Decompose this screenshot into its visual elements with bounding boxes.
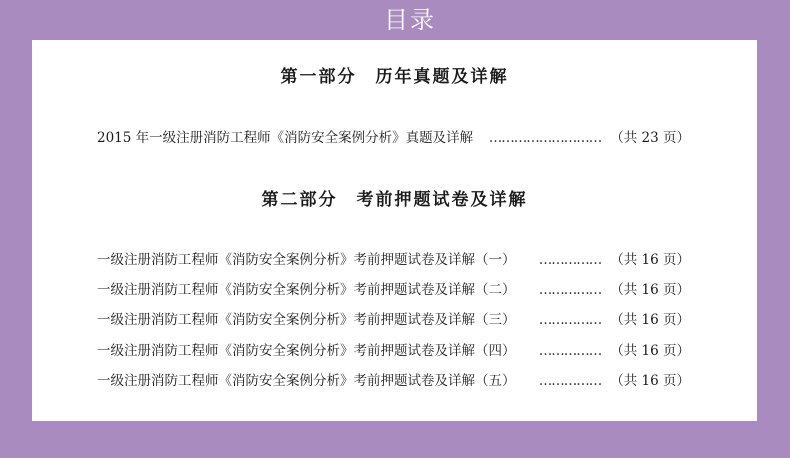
toc-entry-title: 一级注册消防工程师《消防安全案例分析》考前押题试卷及详解（五） xyxy=(97,373,516,389)
toc-panel xyxy=(32,40,757,421)
toc-entry xyxy=(97,129,690,147)
toc-entry-leader: ……………………… xyxy=(488,130,602,146)
toc-entry-pages: （共 16 页） xyxy=(610,343,690,359)
section-heading-part-2: 第二部分 考前押题试卷及详解 xyxy=(261,190,528,210)
toc-entry-leader: …………… xyxy=(538,343,602,359)
toc-entry-pages: （共 23 页） xyxy=(610,130,690,146)
toc-entry-title: 一级注册消防工程师《消防安全案例分析》考前押题试卷及详解（一） xyxy=(97,252,516,268)
page-title: 目录 xyxy=(384,6,436,34)
toc-entry-title: 一级注册消防工程师《消防安全案例分析》考前押题试卷及详解（三） xyxy=(97,312,516,328)
toc-entry-title: 一级注册消防工程师《消防安全案例分析》考前押题试卷及详解（四） xyxy=(97,343,516,359)
toc-entry-leader: …………… xyxy=(538,373,602,389)
toc-entry xyxy=(97,311,690,329)
toc-entry-pages: （共 16 页） xyxy=(610,282,690,298)
toc-entry-leader: …………… xyxy=(538,282,602,298)
toc-entry xyxy=(97,251,690,269)
toc-entry-pages: （共 16 页） xyxy=(610,312,690,328)
toc-entry-title: 2015 年一级注册消防工程师《消防安全案例分析》真题及详解 xyxy=(97,130,474,146)
toc-entry-title: 一级注册消防工程师《消防安全案例分析》考前押题试卷及详解（二） xyxy=(97,282,516,298)
toc-entry-pages: （共 16 页） xyxy=(610,252,690,268)
toc-entry xyxy=(97,342,690,360)
toc-entry-leader: …………… xyxy=(538,312,602,328)
toc-entry-leader: …………… xyxy=(538,252,602,268)
toc-entry-pages: （共 16 页） xyxy=(610,373,690,389)
section-heading-part-1: 第一部分 历年真题及详解 xyxy=(280,67,509,87)
toc-entry xyxy=(97,372,690,390)
toc-entry xyxy=(97,281,690,299)
